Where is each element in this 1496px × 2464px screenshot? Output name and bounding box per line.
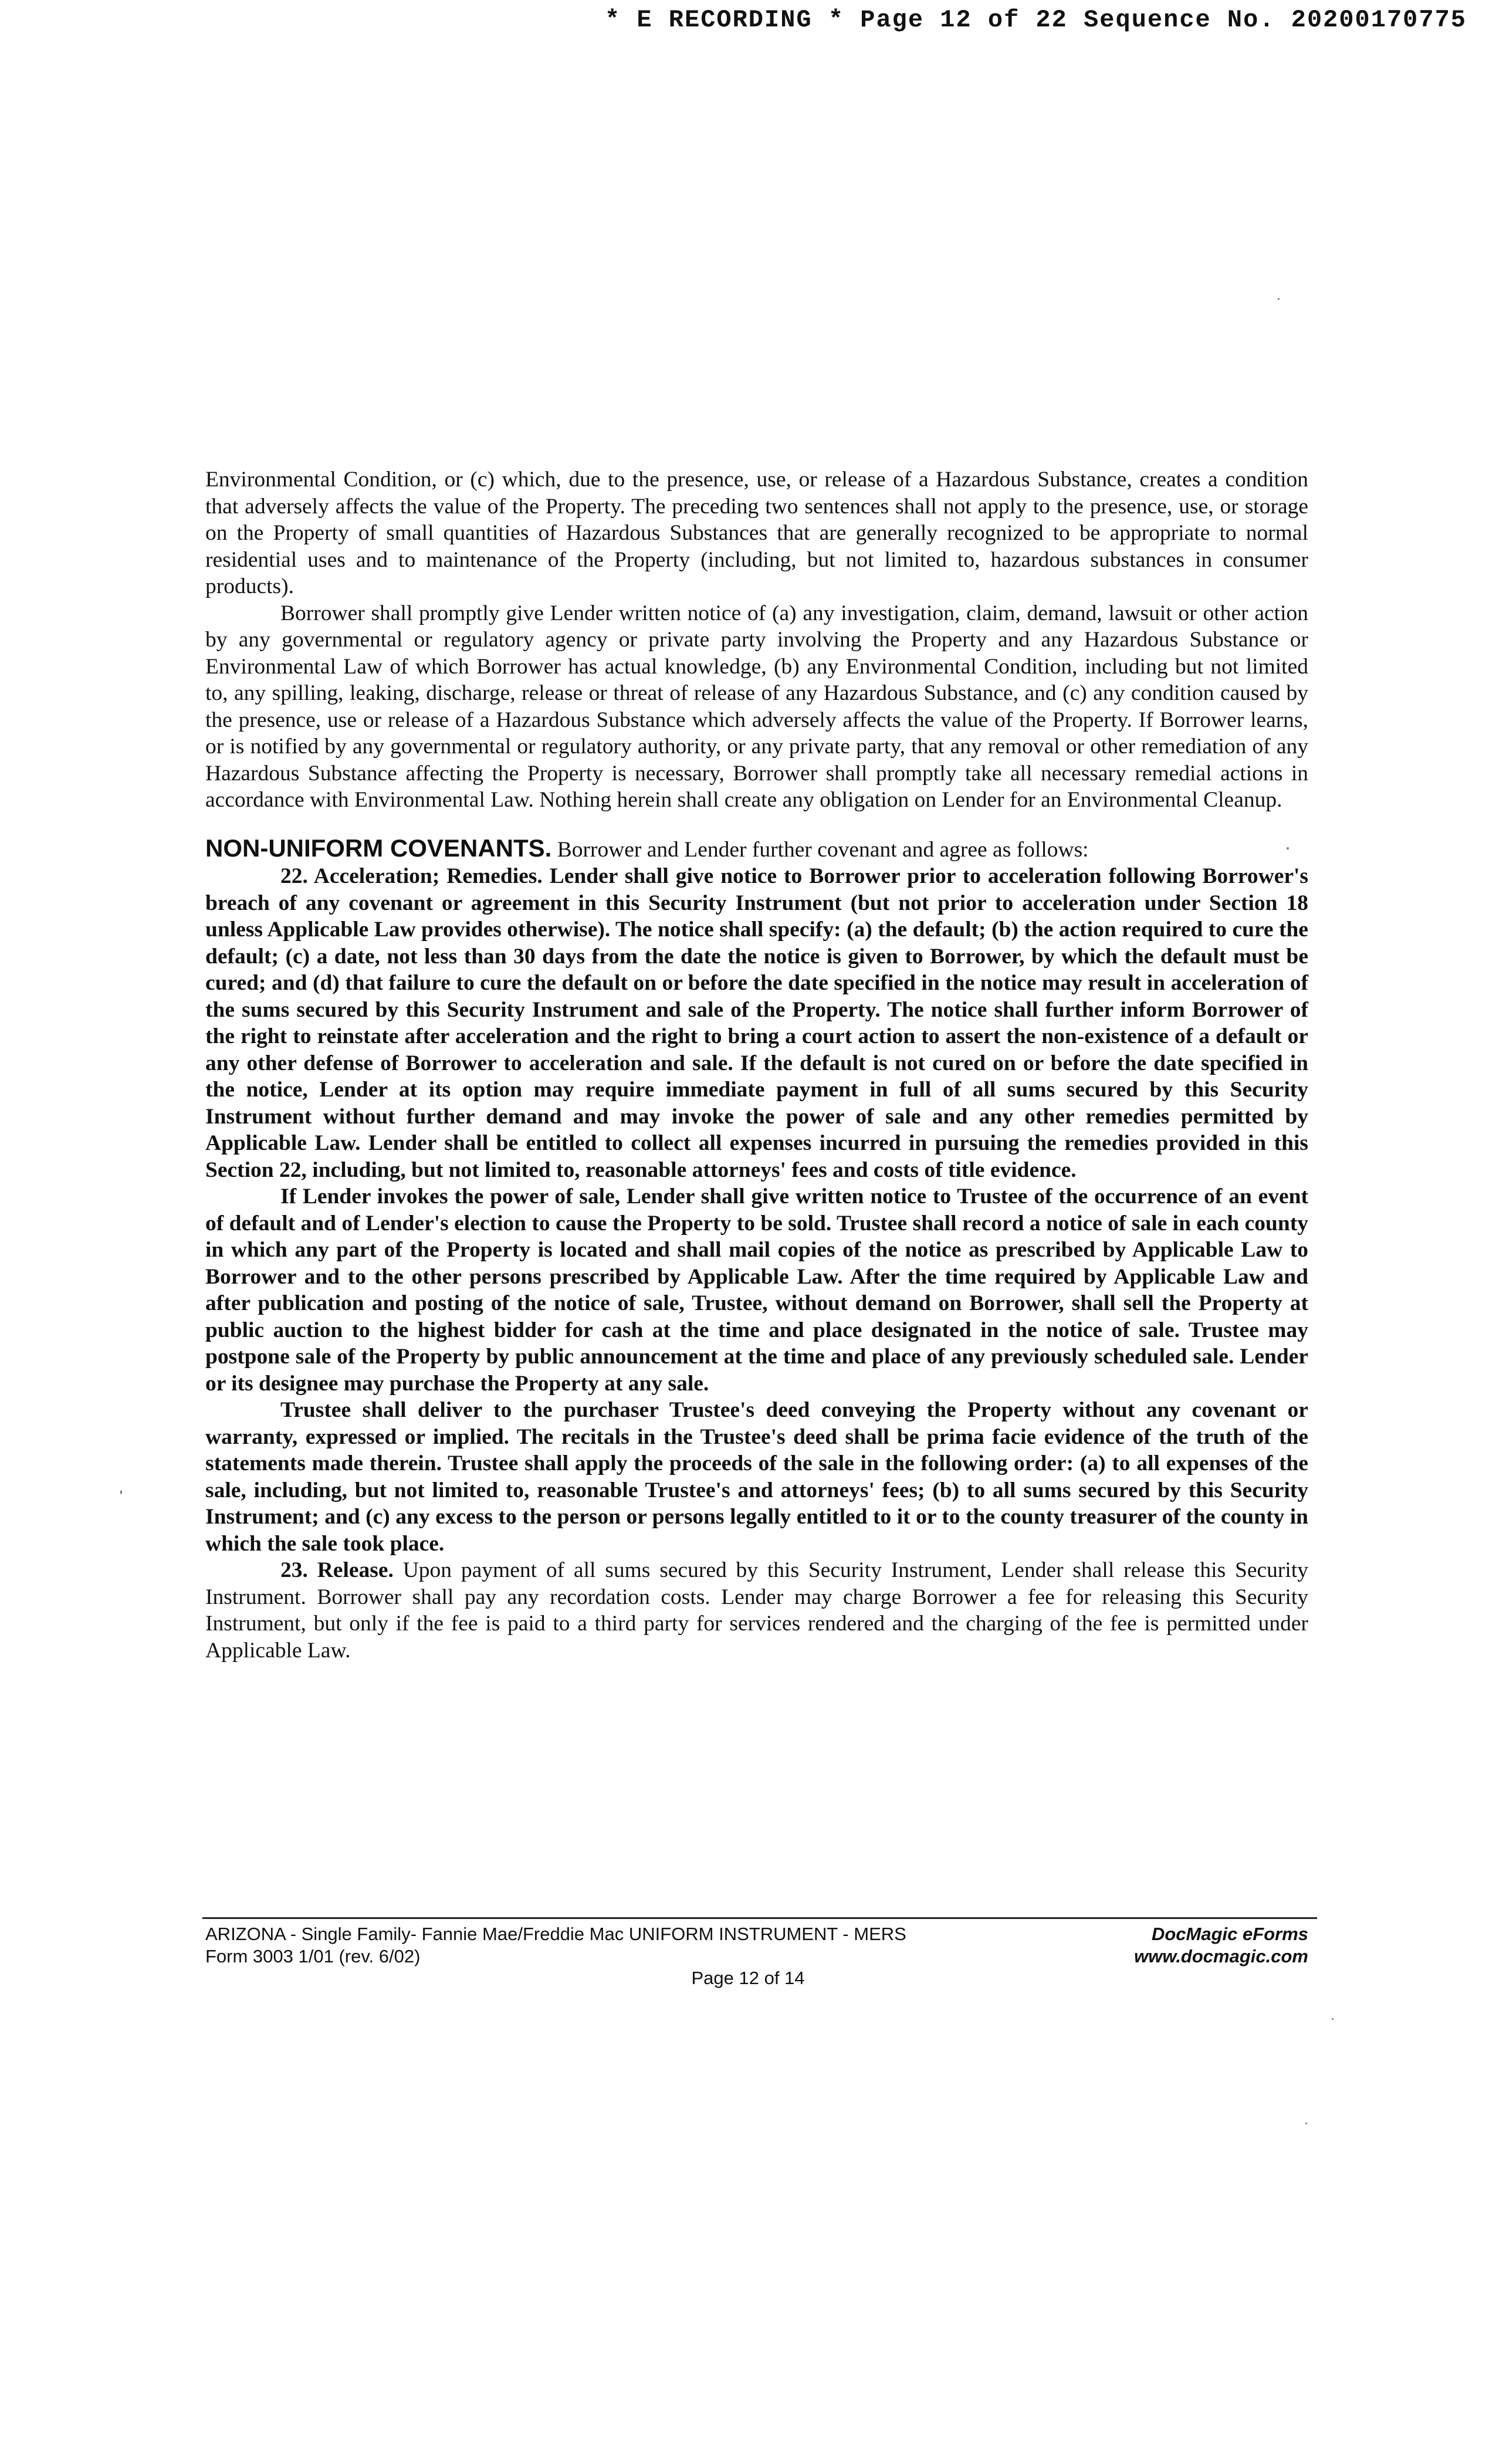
docmagic-logo: DocMagic eForms	[1151, 1924, 1308, 1944]
footer-form-title: ARIZONA - Single Family- Fannie Mae/Freddie Mac UNIFORM INSTRUMENT - MERS	[205, 1924, 906, 1944]
document-body	[205, 466, 1308, 1664]
recording-header: * E RECORDING * Page 12 of 22 Sequence No. 20200170775	[604, 6, 1467, 34]
scan-speck	[1278, 298, 1280, 300]
footer-form-number: Form 3003 1/01 (rev. 6/02)	[205, 1946, 421, 1967]
section-22-acceleration-remedies: 22. Acceleration; Remedies. Lender shall give notice to Borrower prior to acceleration following Borrower's breach of any covenant or agreement in this Security Instrument (but not prior to acceleration under Section 18 unless Applicable Law provides otherwise). The notice shall specify: (a) the default; (b) the action required to cure the default; (c) a date, not less than 30 days from the date the notice is given to Borrower, by which the default must be cured; and (d) that failure to cure the default on or before the date specified in the notice may result in acceleration of the sums secured by this Security Instrument and sale of the Property. The notice shall further inform Borrower of the right to reinstate after acceleration and the right to bring a court action to assert the non-existence of a default or any other defense of Borrower to acceleration and sale. If the default is not cured on or before the date specified in the notice, Lender at its option may require immediate payment in full of all sums secured by this Security Instrument without further demand and may invoke the power of sale and any other remedies permitted by Applicable Law. Lender shall be entitled to collect all expenses incurred in pursuing the remedies provided in this Section 22, including, but not limited to, reasonable attorneys' fees and costs of title evidence.	[205, 864, 1308, 1182]
section-22-trustee-deed: Trustee shall deliver to the purchaser Trustee's deed conveying the Property without any covenant or warranty, expressed or implied. The recitals in the Trustee's deed shall be prima facie evidence of the truth of the statements made therein. Trustee shall apply the proceeds of the sale in the following order: (a) to all expenses of the sale, including, but not limited to, reasonable Trustee's and attorneys' fees; (b) to all sums secured by this Security Instrument; and (c) any excess to the person or persons legally entitled to it or to the county treasurer of the county in which the sale took place.	[205, 1398, 1308, 1556]
footer-divider	[202, 1917, 1317, 1919]
section-23-text: Upon payment of all sums secured by this Security Instrument, Lender shall release this Security Instrument. Borrower shall pay any recordation costs. Lender may charge Borrower a fee for releasing this Security Instrument, but only if the fee is paid to a third party for services rendered and the charging of the fee is permitted under Applicable Law.	[205, 1558, 1308, 1663]
scan-speck	[120, 1490, 122, 1494]
non-uniform-covenants-heading: NON-UNIFORM COVENANTS.	[205, 834, 552, 862]
section-23-release	[205, 1557, 1308, 1664]
non-uniform-covenants-intro	[205, 835, 1308, 864]
scan-speck	[1305, 2123, 1307, 2124]
scan-speck	[1332, 2018, 1333, 2020]
scan-speck	[1287, 847, 1289, 849]
docmagic-website: www.docmagic.com	[1134, 1946, 1308, 1967]
section-gap	[205, 814, 1308, 835]
footer-brand	[1115, 1923, 1308, 1968]
section-22-power-of-sale: If Lender invokes the power of sale, Lender shall give written notice to Trustee of the occurrence of an event of default and of Lender's election to cause the Property to be sold. Trustee shall record a notice of sale in each county in which any part of the Property is located and shall mail copies of the notice as prescribed by Applicable Law to Borrower and to the other persons prescribed by Applicable Law. After the time required by Applicable Law and after publication and posting of the notice of sale, Trustee, without demand on Borrower, shall sell the Property at public auction to the highest bidder for cash at the time and place designated in the notice of sale. Trustee may postpone sale of the Property by public announcement at the time and place of any previously scheduled sale. Lender or its designee may purchase the Property at any sale.	[205, 1184, 1308, 1396]
paragraph-borrower-notice: Borrower shall promptly give Lender written notice of (a) any investigation, claim, demand, lawsuit or other action by any governmental or regulatory agency or private party involving the Property and any Hazardous Substance or Environmental Law of which Borrower has actual knowledge, (b) any Environmental Condition, including but not limited to, any spilling, leaking, discharge, release or threat of release of any Hazardous Substance, and (c) any condition caused by the presence, use or release of a Hazardous Substance which adversely affects the value of the Property. If Borrower learns, or is notified by any governmental or regulatory authority, or any private party, that any removal or other remediation of any Hazardous Substance affecting the Property is necessary, Borrower shall promptly take all necessary remedial actions in accordance with Environmental Law. Nothing herein shall create any obligation on Lender for an Environmental Cleanup.	[205, 601, 1308, 812]
paragraph-environmental-condition: Environmental Condition, or (c) which, due to the presence, use, or release of a Hazardous Substance, creates a condition that adversely affects the value of the Property. The preceding two sentences shall not apply to the presence, use, or storage on the Property of small quantities of Hazardous Substances that are generally recognized to be appropriate to normal residential uses and to maintenance of the Property (including, but not limited to, hazardous substances in consumer products).	[205, 468, 1308, 598]
non-uniform-covenants-text: Borrower and Lender further covenant and agree as follows:	[551, 837, 1089, 862]
section-23-label: 23. Release.	[280, 1558, 394, 1582]
footer-page-number: Page 12 of 14	[691, 1968, 805, 1988]
footer-form-info	[205, 1923, 906, 1968]
